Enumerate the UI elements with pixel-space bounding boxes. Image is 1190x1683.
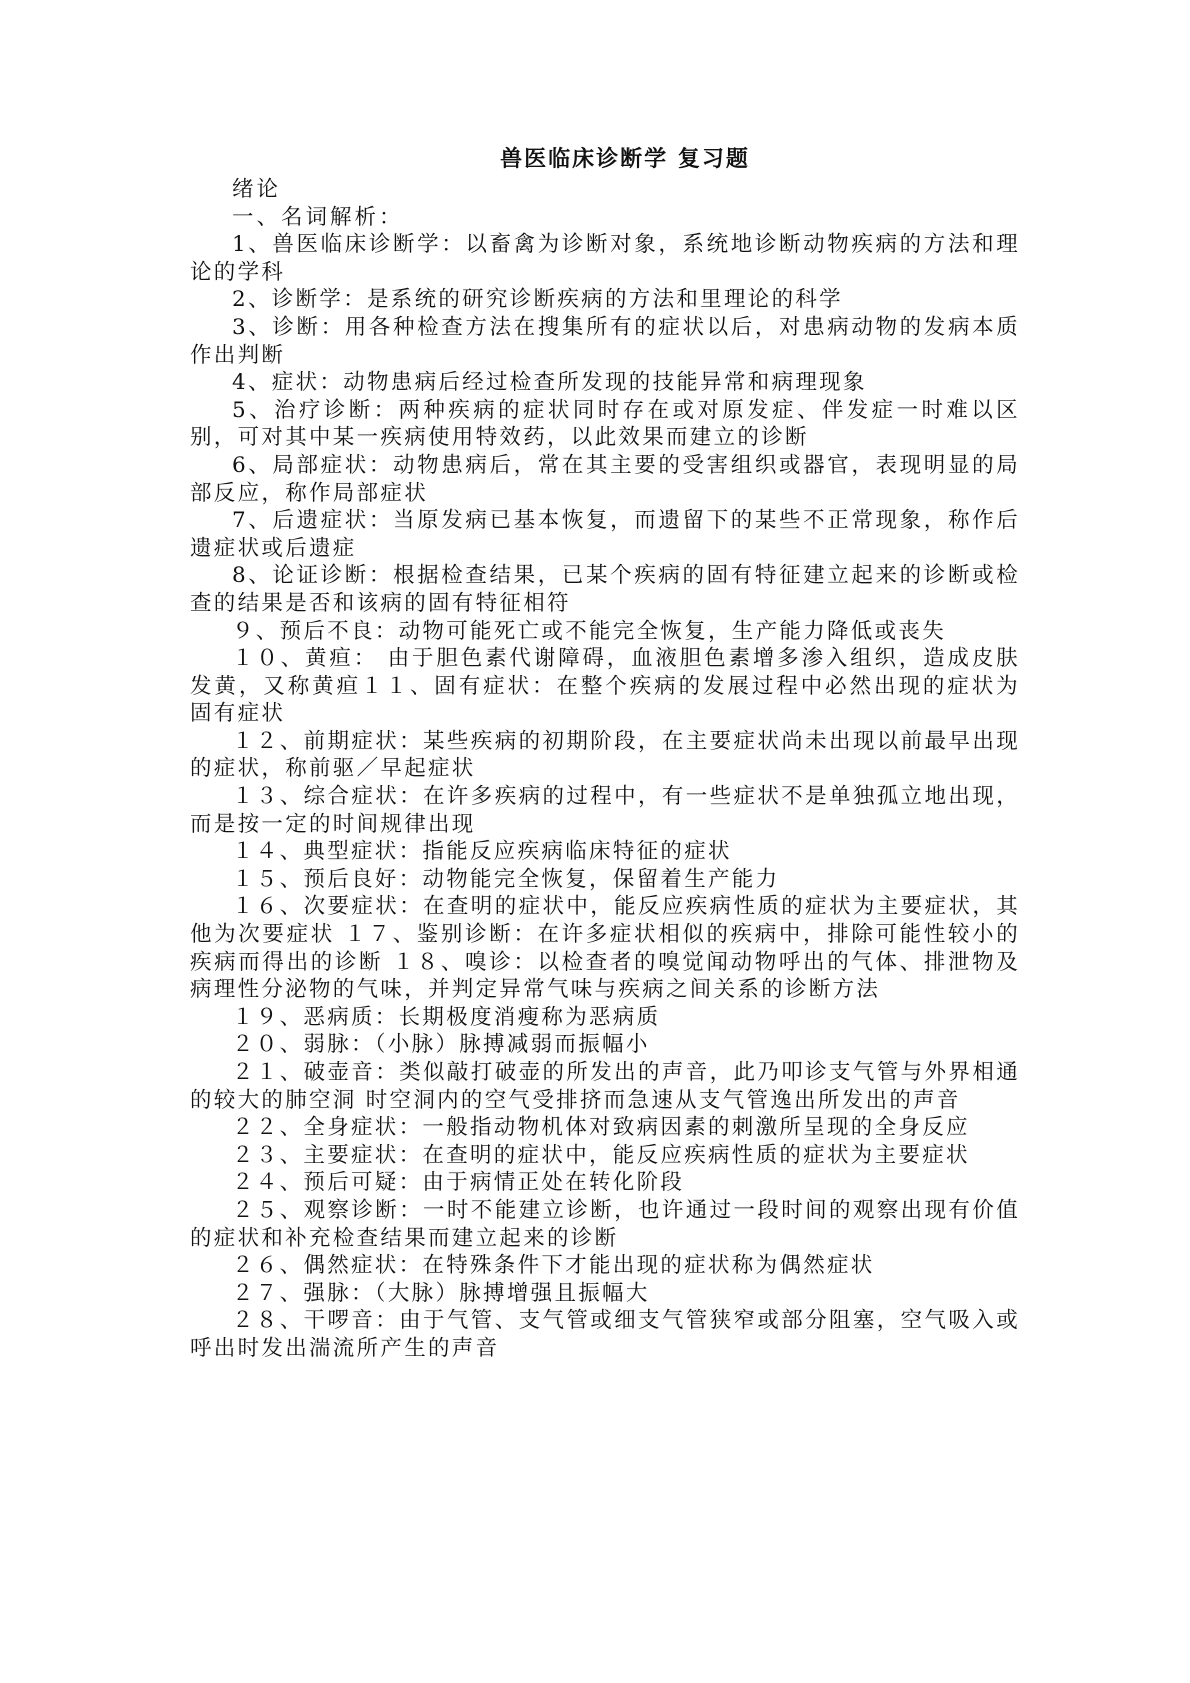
- term-item-28: ２８、干啰音：由于气管、支气管或细支气管狭窄或部分阻塞，空气吸入或呼出时发出湍流所产生的声音: [190, 1308, 1020, 1361]
- term-item-2: 2、诊断学：是系统的研究诊断疾病的方法和里理论的科学: [232, 287, 843, 313]
- term-item-4: 4、症状：动物患病后经过检查所发现的技能异常和病理现象: [232, 370, 867, 396]
- term-item-13: １３、综合症状：在许多疾病的过程中，有一些症状不是单独孤立地出现，而是按一定的时间规律出现: [190, 784, 1020, 837]
- term-item-8: 8、论证诊断：根据检查结果，已某个疾病的固有特征建立起来的诊断或检查的结果是否和该病的固有特征相符: [190, 563, 1020, 616]
- term-item-27: ２７、强脉：（大脉）脉搏增强且振幅大: [232, 1280, 650, 1306]
- document-page: [190, 142, 1020, 1363]
- section-heading: 绪论: [232, 177, 282, 202]
- term-item-6: 6、局部症状：动物患病后，常在其主要的受害组织或器官，表现明显的局部反应，称作局部症状: [190, 452, 1020, 506]
- term-item-24: ２４、预后可疑：由于病情正处在转化阶段: [232, 1170, 685, 1196]
- term-item-20: ２０、弱脉：（小脉）脉搏减弱而振幅小: [232, 1032, 650, 1058]
- term-item-25: ２５、观察诊断：一时不能建立诊断，也许通过一段时间的观察出现有价值的症状和补充检查结果而建立起来的诊断: [190, 1197, 1020, 1251]
- term-item-3: 3、诊断：用各种检查方法在搜集所有的症状以后，对患病动物的发病本质作出判断: [190, 314, 1020, 368]
- term-item-26: ２６、偶然症状：在特殊条件下才能出现的症状称为偶然症状: [232, 1253, 875, 1279]
- term-item-7: 7、后遗症状：当原发病已基本恢复，而遗留下的某些不正常现象，称作后遗症状或后遗症: [190, 508, 1020, 561]
- term-item-23: ２３、主要症状：在查明的症状中，能反应疾病性质的症状为主要症状: [232, 1142, 970, 1168]
- term-item-14: １４、典型症状：指能反应疾病临床特征的症状: [232, 839, 732, 865]
- term-item-19: １９、恶病质：长期极度消瘦称为恶病质: [232, 1004, 661, 1030]
- term-item-12: １２、前期症状：某些疾病的初期阶段，在主要症状尚未出现以前最早出现的症状，称前驱／早起症状: [190, 728, 1020, 782]
- term-item-15: １５、预后良好：动物能完全恢复，保留着生产能力: [232, 866, 780, 892]
- term-item-22: ２２、全身症状：一般指动物机体对致病因素的刺激所呈现的全身反应: [232, 1115, 970, 1141]
- term-item-16-18: １６、次要症状：在查明的症状中，能反应疾病性质的症状为主要症状，其他为次要症状 １７、鉴别诊断：在许多症状相似的疾病中，排除可能性较小的疾病而得出的诊断 １８、嗅诊：以检查者的嗅觉闻动物呼出的气体、排泄物及病理性分泌物的气味，并判定异常气味与疾病之间关系的诊断方法: [190, 894, 1020, 1003]
- term-item-1: 1、兽医临床诊断学：以畜禽为诊断对象，系统地诊断动物疾病的方法和理论的学科: [190, 232, 1020, 285]
- term-item-5: 5、治疗诊断：两种疾病的症状同时存在或对原发症、伴发症一时难以区别，可对其中某一疾病使用特效药，以此效果而建立的诊断: [190, 397, 1020, 451]
- subsection-heading: 一、名词解析：: [232, 204, 404, 230]
- term-item-10-11: １０、黄疸： 由于胆色素代谢障碍，血液胆色素增多渗入组织，造成皮肤发黄，又称黄疸１１、固有症状：在整个疾病的发展过程中必然出现的症状为固有症状: [190, 646, 1020, 727]
- term-item-21: ２１、破壶音：类似敲打破壶的所发出的声音，此乃叩诊支气管与外界相通的较大的肺空洞 时空洞内的空气受排挤而急速从支气管逸出所发出的声音: [190, 1060, 1020, 1113]
- page-title: 兽医临床诊断学 复习题: [500, 146, 750, 172]
- term-item-9: ９、预后不良：动物可能死亡或不能完全恢复，生产能力降低或丧失: [232, 618, 947, 644]
